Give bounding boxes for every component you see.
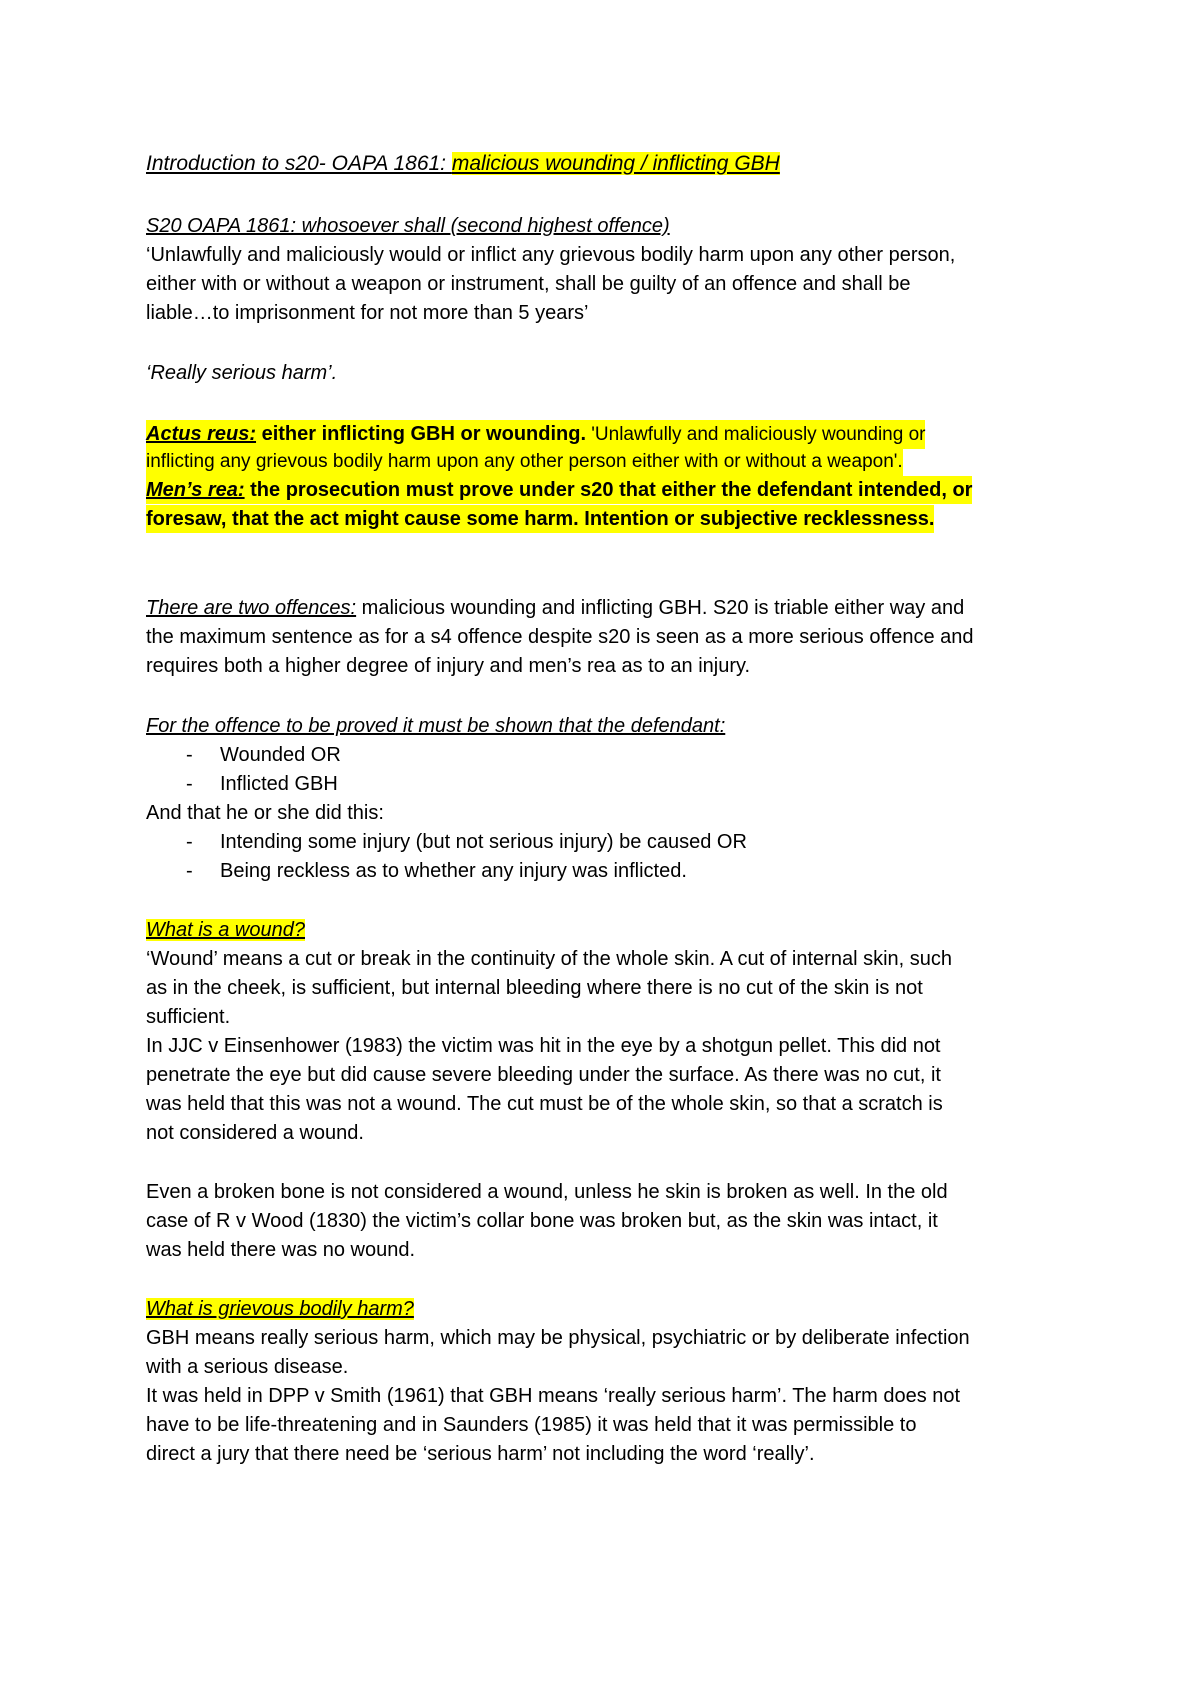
- wound-text-2: was held there was no wound.: [146, 1239, 416, 1261]
- really-serious-harm: ‘Really serious harm’.: [146, 362, 338, 384]
- actus-reus-text: either inflicting GBH or wounding.: [256, 423, 587, 445]
- gbh-text: have to be life-threatening and in Saunders (1985) it was held that it was permissible to: [146, 1414, 917, 1436]
- wound-text-2: Even a broken bone is not considered a wound, unless he skin is broken as well. In the old: [146, 1181, 948, 1203]
- actus-reus-label: Actus reus:: [146, 423, 257, 445]
- actus-reus-line: [146, 420, 925, 449]
- wound-text-2: case of R v Wood (1830) the victim’s collar bone was broken but, as the skin was intact, it: [146, 1210, 938, 1232]
- mens-rea-label: Men’s rea:: [146, 479, 245, 501]
- gbh-text: with a serious disease.: [146, 1356, 349, 1378]
- mens-rea-text: the prosecution must prove under s20 that either the defendant intended, or: [244, 479, 973, 501]
- mens-rea-line: [146, 476, 972, 504]
- dash-bullet: -: [186, 773, 193, 795]
- actus-reus-quote: 'Unlawfully and maliciously wounding or: [586, 424, 926, 445]
- page-title: [146, 150, 780, 178]
- wound-text: sufficient.: [146, 1006, 231, 1028]
- wound-text: ‘Wound’ means a cut or break in the continuity of the whole skin. A cut of internal skin, such: [146, 948, 952, 970]
- document-page: Introduction to s20- OAPA 1861: malicious wounding / inflicting GBH S20 OAPA 1861: whosoever shall (second highest offence) ‘Unlawfully and maliciously would or inflict any grievous bodily harm upon any other person, either with or without a weapon or instrument, shall be guilty of an offence and shall be liable…to imprisonment for not more than 5 years’ ‘Really serious harm’. Actus reus: either inflicting GBH or wounding. 'Unlawfully and maliciously wounding or inflicting any grievous bodily harm upon any other person either with or without a weapon'. Men’s rea: the prosecution must prove under s20 that either the defendant intended, or foresaw, that the act might cause some harm. Intention or subjective recklessness. There are two offences: malicious wounding and inflicting GBH. S20 is triable either way and the maximum sentence as for a s4 offence despite s20 is seen as a more serious offence and requires both a higher degree of injury and men’s rea as to an injury. For the offence to be proved it must be shown that the defendant: - Wounded OR - Inflicted GBH And that he or she did this: - Intending some injury (but not serious injury) be caused OR - Being reckless as to whether any injury was inflicted. What is a wound? ‘Wound’ means a cut or break in the continuity of the whole skin. A cut of internal skin, such as in the cheek, is sufficient, but internal bleeding where there is no cut of the skin is not sufficient. In JJC v Einsenhower (1983) the victim was hit in the eye by a shotgun pellet. This did not penetrate the eye but did cause severe bleeding under the surface. As there was no cut, it was held that this was not a wound. The cut must be of the whole skin, so that a scratch is not considered a wound. Even a broken bone is not considered a wound, unless he skin is broken as well. In the old case of R v Wood (1830) the victim’s collar bone was broken but, as the skin was intact, it was held there was no wound. What is grievous bodily harm? GBH means really serious harm, which may be physical, psychiatric or by deliberate infection with a serious disease. It was held in DPP v Smith (1961) that GBH means ‘really serious harm’. The harm does not have to be life-threatening and in Saunders (1985) it was held that it was permissible to direct a jury that there need be ‘serious harm’ not including the word ‘really’.: [0, 0, 1200, 1698]
- s20-quote-line: liable…to imprisonment for not more than 5 years’: [146, 302, 589, 324]
- title-prefix: Introduction to s20- OAPA 1861:: [146, 152, 452, 175]
- wound-text: In JJC v Einsenhower (1983) the victim was hit in the eye by a shotgun pellet. This did not: [146, 1035, 941, 1057]
- wound-text: penetrate the eye but did cause severe bleeding under the surface. As there was no cut, it: [146, 1064, 941, 1086]
- wound-text: as in the cheek, is sufficient, but internal bleeding where there is no cut of the skin is not: [146, 977, 923, 999]
- s20-quote-line: ‘Unlawfully and maliciously would or inflict any grievous bodily harm upon any other person,: [146, 244, 956, 266]
- s20-quote-line: either with or without a weapon or instrument, shall be guilty of an offence and shall be: [146, 273, 911, 295]
- gbh-text: GBH means really serious harm, which may be physical, psychiatric or by deliberate infection: [146, 1327, 970, 1349]
- gbh-heading: What is grievous bodily harm?: [146, 1298, 414, 1320]
- gbh-heading-line: [146, 1295, 414, 1323]
- dash-bullet: -: [186, 860, 193, 882]
- proof-heading: For the offence to be proved it must be shown that the defendant:: [146, 715, 726, 737]
- two-offences-line: [146, 594, 964, 622]
- wound-text: was held that this was not a wound. The cut must be of the whole skin, so that a scratch is: [146, 1093, 943, 1115]
- two-offences-text: malicious wounding and inflicting GBH. S20 is triable either way and: [356, 597, 965, 619]
- wound-heading-line: [146, 916, 305, 944]
- two-offences-text: the maximum sentence as for a s4 offence despite s20 is seen as a more serious offence and: [146, 626, 974, 648]
- gbh-text: It was held in DPP v Smith (1961) that GBH means ‘really serious harm’. The harm does not: [146, 1385, 961, 1407]
- dash-bullet: -: [186, 744, 193, 766]
- dash-bullet: -: [186, 831, 193, 853]
- wound-text: not considered a wound.: [146, 1122, 364, 1144]
- two-offences-text: requires both a higher degree of injury and men’s rea as to an injury.: [146, 655, 751, 677]
- mens-rea-text-cont: foresaw, that the act might cause some harm. Intention or subjective recklessness.: [146, 505, 934, 533]
- title-highlight: malicious wounding / inflicting GBH: [451, 152, 780, 175]
- and-that-line: And that he or she did this:: [146, 802, 384, 824]
- actus-reus-quote-cont: inflicting any grievous bodily harm upon any other person either with or without a weapon'.: [146, 448, 903, 476]
- wound-heading: What is a wound?: [146, 919, 305, 941]
- gbh-text: direct a jury that there need be ‘serious harm’ not including the word ‘really’.: [146, 1443, 815, 1465]
- two-offences-label: There are two offences:: [146, 597, 357, 619]
- s20-heading: S20 OAPA 1861: whosoever shall (second highest offence): [146, 215, 670, 237]
